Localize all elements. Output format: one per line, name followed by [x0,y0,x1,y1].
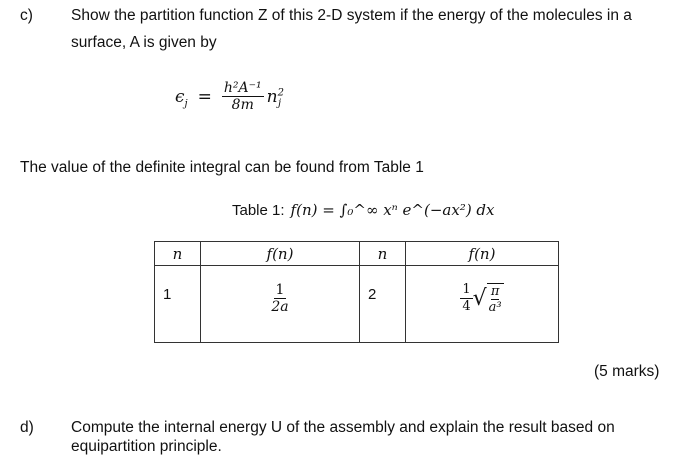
equation-numerator: h²A⁻¹ [223,80,262,96]
f2-coefficient: $\frac{1}{4}$ [462,282,471,314]
part-c-text-line1: Show the partition function Z of this 2-D system if the energy of the molecules in a [71,7,632,24]
table-caption-prefix: Table 1: [232,201,285,219]
part-d-label: d) [20,419,34,436]
sqrt-icon: √ [472,285,487,311]
f1-fraction: $\frac{1}{2a}$ [271,282,289,315]
part-c-label: c) [20,7,33,24]
f2-sqrt: √ $\frac{\pi}{\text{a³}}$ [472,283,502,315]
energy-equation [175,80,284,113]
table-cell-f1 [201,266,360,343]
table-row [155,266,559,343]
table-header-f2: f(n) [406,242,559,266]
table-cell-n2: 2 [360,266,406,343]
marks-label: (5 marks) [594,363,660,380]
equation-factor: $n^2_j$ [266,86,284,109]
table-cell-n1: 1 [155,266,201,343]
table-cell-f2 [406,266,559,343]
integral-note: The value of the definite integral can be found from Table 1 [20,159,424,176]
part-c-text-line2: surface, A is given by [71,34,217,51]
table-header-f1: f(n) [201,242,360,266]
table-caption [232,201,495,219]
equation-denominator: 8m [231,97,254,113]
part-d-text-line1: Compute the internal energy U of the assembly and explain the result based on [71,419,615,436]
integral-table [154,241,559,343]
table-caption-formula: f(n) = ∫₀^∞ xⁿ e^(−ax²) dx [290,201,495,219]
table-header-n1: n [155,242,201,266]
equation-fraction [222,80,264,113]
part-d-text-line2: equipartition principle. [71,438,222,455]
equation-equals: = [197,86,212,107]
table-header-n2: n [360,242,406,266]
table-header-row [155,242,559,266]
equation-lhs: $\epsilon_j$ [175,86,188,109]
